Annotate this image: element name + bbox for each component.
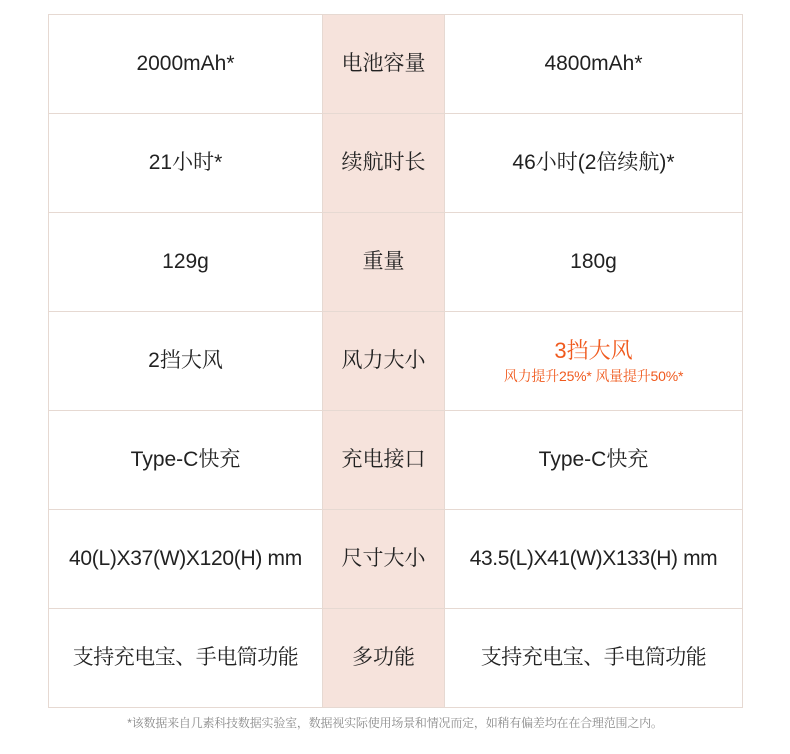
cell-left-value: 21小时* xyxy=(49,114,323,213)
cell-spec-label: 多功能 xyxy=(323,609,445,708)
footnote-text: *该数据来自几素科技数据实验室，数据视实际使用场景和情况而定，如稍有偏差均在在合理范围之内。 xyxy=(127,716,663,730)
cell-spec-label: 重量 xyxy=(323,213,445,312)
table-row xyxy=(49,15,743,114)
cell-right-value: 3挡大风 xyxy=(554,337,633,363)
cell-left-value: 2000mAh* xyxy=(49,15,323,114)
cell-spec-label: 尺寸大小 xyxy=(323,510,445,609)
cell-left-value: 支持充电宝、手电筒功能 xyxy=(49,609,323,708)
cell-right-value: 4800mAh* xyxy=(445,15,743,114)
cell-right-value: 43.5(L)X41(W)X133(H) mm xyxy=(445,510,743,609)
cell-right-value: 46小时(2倍续航)* xyxy=(445,114,743,213)
cell-spec-label: 风力大小 xyxy=(323,312,445,411)
cell-right-value: 支持充电宝、手电筒功能 xyxy=(445,609,743,708)
spec-comparison-table xyxy=(48,14,743,708)
cell-right-value: 180g xyxy=(445,213,743,312)
cell-spec-label: 续航时长 xyxy=(323,114,445,213)
table-row xyxy=(49,312,743,411)
table-row xyxy=(49,213,743,312)
table-row xyxy=(49,114,743,213)
cell-spec-label: 电池容量 xyxy=(323,15,445,114)
cell-right-value: Type-C快充 xyxy=(445,411,743,510)
table-row xyxy=(49,411,743,510)
cell-left-value: Type-C快充 xyxy=(49,411,323,510)
table-row xyxy=(49,609,743,708)
cell-right-subtext: 风力提升25%* 风量提升50%* xyxy=(503,368,684,384)
cell-left-value: 2挡大风 xyxy=(49,312,323,411)
cell-right-value-group xyxy=(445,312,743,411)
cell-left-value: 129g xyxy=(49,213,323,312)
table-body xyxy=(49,15,743,708)
cell-left-value: 40(L)X37(W)X120(H) mm xyxy=(49,510,323,609)
table-row xyxy=(49,510,743,609)
cell-spec-label: 充电接口 xyxy=(323,411,445,510)
